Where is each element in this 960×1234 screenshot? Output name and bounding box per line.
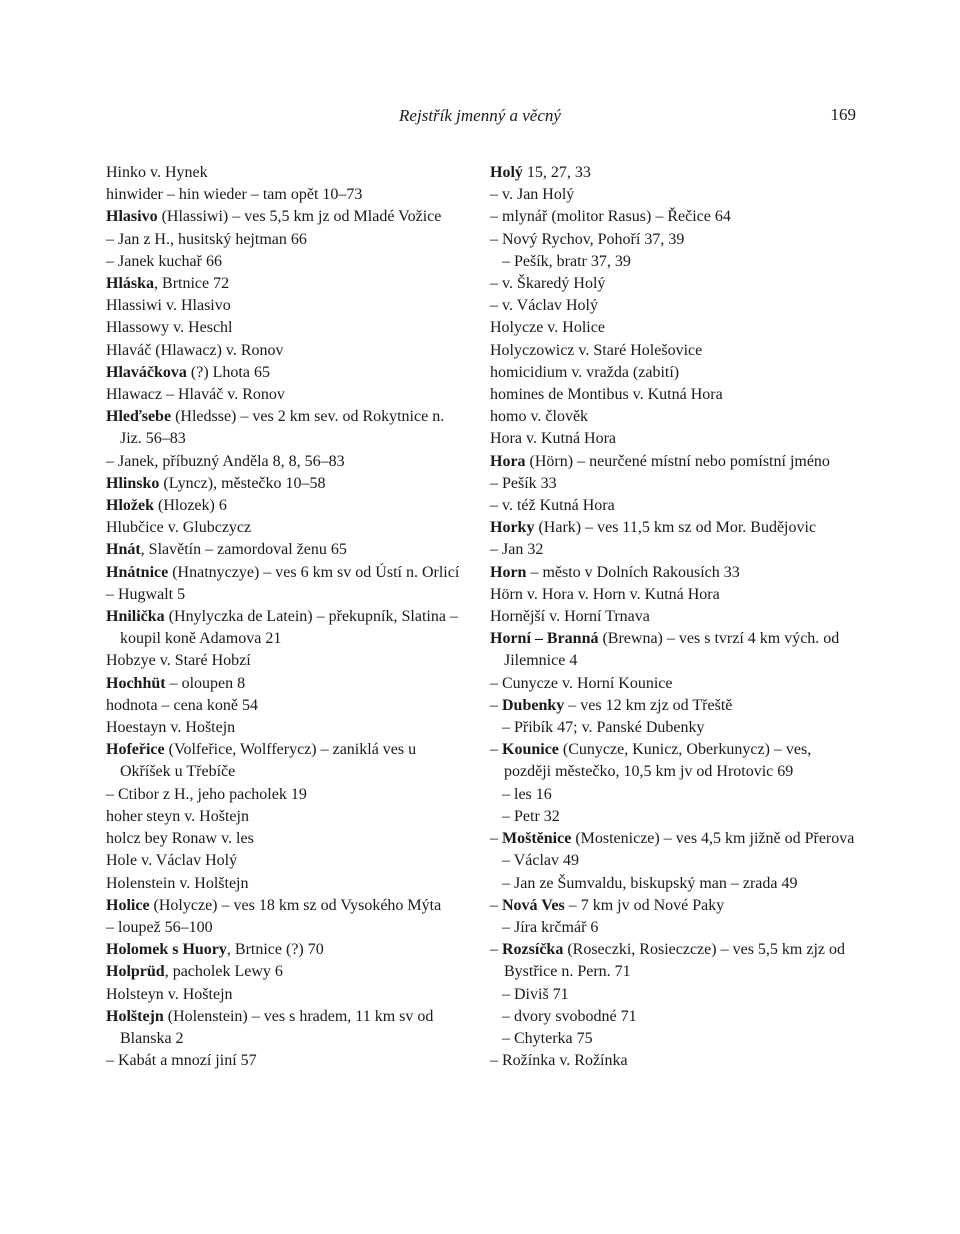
entry-text: – Jan 32 — [490, 541, 544, 559]
index-entry — [490, 873, 862, 895]
entry-text: – Petr 32 — [502, 807, 560, 825]
entry-text: (Holycze) – ves 18 km sz od Vysokého Mýta — [149, 896, 442, 914]
entry-text: – v. též Kutná Hora — [490, 497, 615, 515]
index-entry — [490, 517, 862, 539]
index-entry — [106, 517, 468, 539]
index-entry — [490, 784, 862, 806]
index-entry — [490, 984, 862, 1006]
index-entry — [106, 917, 468, 939]
index-entry — [490, 451, 862, 473]
entry-text: , Slavětín – zamordoval ženu 65 — [140, 541, 347, 559]
entry-headword: Hložek — [106, 497, 154, 515]
entry-text: , Brtnice 72 — [154, 275, 230, 293]
index-entry — [106, 384, 468, 406]
index-entry — [490, 340, 862, 362]
index-entry — [490, 184, 862, 206]
entry-text: (Hnylyczka de Latein) – překupník, Slatina – koupil koně Adamova 21 — [120, 608, 458, 648]
entry-text: – Chyterka 75 — [502, 1029, 593, 1047]
entry-headword: Rozsíčka — [502, 941, 564, 959]
running-title: Rejstřík jmenný a věcný — [399, 106, 561, 125]
index-entry — [490, 1028, 862, 1050]
entry-text: – Přibík 47; v. Panské Dubenky — [502, 719, 705, 737]
index-entry — [106, 406, 468, 450]
entry-text: Hlaváč (Hlawacz) v. Ronov — [106, 341, 284, 359]
index-entry — [106, 340, 468, 362]
entry-text: hinwider – hin wieder – tam opět 10–73 — [106, 186, 363, 204]
entry-text: (Hlozek) 6 — [154, 497, 227, 515]
index-entry — [490, 428, 862, 450]
entry-text: Hlawacz – Hlaváč v. Ronov — [106, 386, 285, 404]
index-entry — [490, 317, 862, 339]
index-entry — [490, 850, 862, 872]
entry-text: , pacholek Lewy 6 — [164, 963, 283, 981]
entry-headword: Hláska — [106, 275, 155, 293]
index-entry — [106, 473, 468, 495]
entry-text: homo v. člověk — [490, 408, 589, 426]
index-entry — [106, 739, 468, 783]
index-entry — [106, 961, 468, 983]
index-entry — [490, 362, 862, 384]
entry-text: holcz bey Ronaw v. les — [106, 830, 254, 848]
index-entry — [490, 939, 862, 983]
entry-text: Hlassowy v. Heschl — [106, 319, 233, 337]
index-entry — [490, 251, 862, 273]
entry-text: – Diviš 71 — [502, 985, 569, 1003]
entry-headword: Hora — [490, 452, 526, 470]
entry-text: (Hark) – ves 11,5 km sz od Mor. Budějovic — [534, 519, 817, 537]
index-entry — [106, 717, 468, 739]
index-entry — [106, 295, 468, 317]
entry-text: (Roseczki, Rosieczcze) – ves 5,5 km zjz od Bystřice n. Pern. 71 — [504, 941, 846, 981]
entry-text: (Mostenicze) – ves 4,5 km jižně od Přerova — [571, 830, 855, 848]
entry-text: (Cunycze, Kunicz, Oberkunycz) – ves, později městečko, 10,5 km jv od Hrotovic 69 — [504, 741, 812, 781]
index-entry — [106, 1050, 468, 1072]
entry-text: , Brtnice (?) 70 — [226, 941, 324, 959]
entry-text: homines de Montibus v. Kutná Hora — [490, 386, 723, 404]
index-entry — [106, 451, 468, 473]
entry-text: – dvory svobodné 71 — [502, 1007, 637, 1025]
index-entry — [106, 606, 468, 650]
entry-headword: Hnilička — [106, 608, 165, 626]
index-entry — [490, 584, 862, 606]
entry-prefix: – — [490, 741, 502, 759]
entry-text: – Janek, příbuzný Anděla 8, 8, 56–83 — [106, 452, 345, 470]
index-entry — [490, 206, 862, 228]
index-entry — [490, 562, 862, 584]
entry-text: – v. Škaredý Holý — [490, 275, 606, 293]
entry-text: (Hlassiwi) – ves 5,5 km jz od Mladé Vožice — [157, 208, 442, 226]
entry-text: – Jan z H., husitský hejtman 66 — [106, 230, 307, 248]
entry-headword: Holý — [490, 164, 523, 181]
index-entry — [490, 917, 862, 939]
index-entry — [106, 650, 468, 672]
index-entry — [490, 473, 862, 495]
entry-text: – Václav 49 — [502, 852, 580, 870]
entry-text: – Hugwalt 5 — [106, 585, 186, 603]
entry-headword: Holice — [106, 896, 150, 914]
entry-text: – ves 12 km zjz od Třeště — [564, 696, 733, 714]
entry-text: – Janek kuchař 66 — [106, 252, 222, 270]
entry-text: – v. Jan Holý — [490, 186, 575, 204]
entry-text: – Pešík 33 — [490, 474, 557, 492]
index-entry — [490, 828, 862, 850]
index-column-right — [490, 162, 862, 1072]
entry-text: – Ctibor z H., jeho pacholek 19 — [106, 785, 307, 803]
entry-text: Hole v. Václav Holý — [106, 852, 238, 870]
entry-text: – Rožínka v. Rožínka — [490, 1052, 628, 1070]
index-entry — [106, 584, 468, 606]
index-entry — [106, 984, 468, 1006]
entry-text: 15, 27, 33 — [522, 164, 591, 181]
entry-headword: Holprüd — [106, 963, 165, 981]
index-entry — [106, 317, 468, 339]
index-entry — [490, 739, 862, 783]
page-number: 169 — [830, 105, 856, 124]
entry-text: – mlynář (molitor Rasus) – Řečice 64 — [490, 208, 731, 226]
index-entry — [106, 539, 468, 561]
entry-text: Holenstein v. Holštejn — [106, 874, 249, 892]
entry-prefix: – — [490, 941, 502, 959]
index-entry — [106, 362, 468, 384]
index-entry — [490, 406, 862, 428]
entry-text: (Hledsse) – ves 2 km sev. od Rokytnice n. Jiz. 56–83 — [120, 408, 445, 448]
index-entry — [490, 895, 862, 917]
index-entry — [490, 229, 862, 251]
entry-headword: Horní – Branná — [490, 630, 599, 648]
index-entry — [106, 850, 468, 872]
index-entry — [106, 273, 468, 295]
index-entry — [106, 828, 468, 850]
index-entry — [106, 1006, 468, 1050]
index-entry — [106, 673, 468, 695]
entry-headword: Hlinsko — [106, 474, 160, 492]
entry-headword: Dubenky — [502, 696, 565, 714]
entry-text: Hoestayn v. Hoštejn — [106, 719, 236, 737]
entry-prefix: – — [490, 896, 502, 914]
index-entry — [106, 184, 468, 206]
entry-text: hodnota – cena koně 54 — [106, 696, 258, 714]
entry-text: – Cunycze v. Horní Kounice — [490, 674, 673, 692]
entry-headword: Hnát — [106, 541, 141, 559]
index-entry — [490, 806, 862, 828]
entry-headword: Nová Ves — [502, 896, 565, 914]
entry-text: homicidium v. vražda (zabití) — [490, 363, 680, 381]
index-entry — [106, 695, 468, 717]
entry-text: – loupež 56–100 — [106, 918, 213, 936]
index-entry — [106, 229, 468, 251]
entry-text: – oloupen 8 — [165, 674, 246, 692]
entry-text: – Jíra krčmář 6 — [502, 918, 599, 936]
entry-headword: Hochhüt — [106, 674, 166, 692]
entry-text: – Pešík, bratr 37, 39 — [502, 252, 631, 270]
entry-prefix: – — [490, 696, 502, 714]
index-entry — [106, 251, 468, 273]
index-entry — [490, 384, 862, 406]
entry-headword: Horky — [490, 519, 535, 537]
index-entry — [106, 784, 468, 806]
entry-text: – v. Václav Holý — [490, 297, 598, 315]
index-column-left — [106, 162, 468, 1072]
entry-text: Hora v. Kutná Hora — [490, 430, 617, 448]
index-entry — [490, 1050, 862, 1072]
entry-text: Holyczowicz v. Staré Holešovice — [490, 341, 703, 359]
entry-text: (Volfeřice, Wolfferycz) – zaniklá ves u Okříšek u Třebíče — [120, 741, 417, 781]
entry-headword: Hofeřice — [106, 741, 165, 759]
index-entry — [106, 873, 468, 895]
index-entry — [490, 539, 862, 561]
entry-text: (Hörn) – neurčené místní nebo pomístní jméno — [525, 452, 830, 470]
entry-headword: Moštěnice — [502, 830, 572, 848]
entry-text: – Jan ze Šumvaldu, biskupský man – zrada 49 — [502, 874, 798, 892]
entry-text: Holycze v. Holice — [490, 319, 605, 337]
entry-text: (Lyncz), městečko 10–58 — [159, 474, 326, 492]
entry-prefix: – — [490, 830, 502, 848]
index-entry — [490, 606, 862, 628]
entry-text: – Kabát a mnozí jiní 57 — [106, 1052, 257, 1070]
entry-text: hoher steyn v. Hoštejn — [106, 807, 249, 825]
index-entry — [106, 806, 468, 828]
index-entry — [490, 495, 862, 517]
entry-headword: Holomek s Huory — [106, 941, 227, 959]
entry-text: Holsteyn v. Hoštejn — [106, 985, 233, 1003]
index-entry — [490, 1006, 862, 1028]
entry-text: (?) Lhota 65 — [186, 363, 270, 381]
index-entry — [490, 628, 862, 672]
index-entry — [490, 717, 862, 739]
index-entry — [106, 562, 468, 584]
entry-headword: Kounice — [502, 741, 559, 759]
entry-text: (Holenstein) – ves s hradem, 11 km sv od Blanska 2 — [120, 1007, 434, 1047]
entry-text: Hlubčice v. Glubczycz — [106, 519, 252, 537]
entry-headword: Hnátnice — [106, 563, 169, 581]
entry-text: – město v Dolních Rakousích 33 — [526, 563, 740, 581]
entry-text: Hörn v. Hora v. Horn v. Kutná Hora — [490, 585, 720, 603]
index-entry — [490, 673, 862, 695]
entry-headword: Horn — [490, 563, 527, 581]
entry-text: Hobzye v. Staré Hobzí — [106, 652, 251, 670]
entry-headword: Hlaváčkova — [106, 363, 187, 381]
index-entry — [106, 206, 468, 228]
entry-text: – les 16 — [502, 785, 552, 803]
index-entry — [106, 162, 468, 184]
entry-headword: Hleďsebe — [106, 408, 172, 426]
index-entry — [490, 295, 862, 317]
index-entry — [490, 162, 862, 184]
entry-text: – Nový Rychov, Pohoří 37, 39 — [490, 230, 685, 248]
entry-text: Hinko v. Hynek — [106, 164, 208, 181]
entry-text: Hornější v. Horní Trnava — [490, 608, 650, 626]
index-entry — [106, 939, 468, 961]
index-entry — [490, 273, 862, 295]
entry-text: – 7 km jv od Nové Paky — [564, 896, 725, 914]
entry-headword: Holštejn — [106, 1007, 164, 1025]
entry-text: (Brewna) – ves s tvrzí 4 km vých. od Jilemnice 4 — [504, 630, 840, 670]
entry-text: Hlassiwi v. Hlasivo — [106, 297, 231, 315]
index-entry — [490, 695, 862, 717]
index-entry — [106, 495, 468, 517]
entry-headword: Hlasivo — [106, 208, 158, 226]
entry-text: (Hnatnyczye) – ves 6 km sv od Ústí n. Orlicí — [168, 563, 460, 581]
index-entry — [106, 895, 468, 917]
